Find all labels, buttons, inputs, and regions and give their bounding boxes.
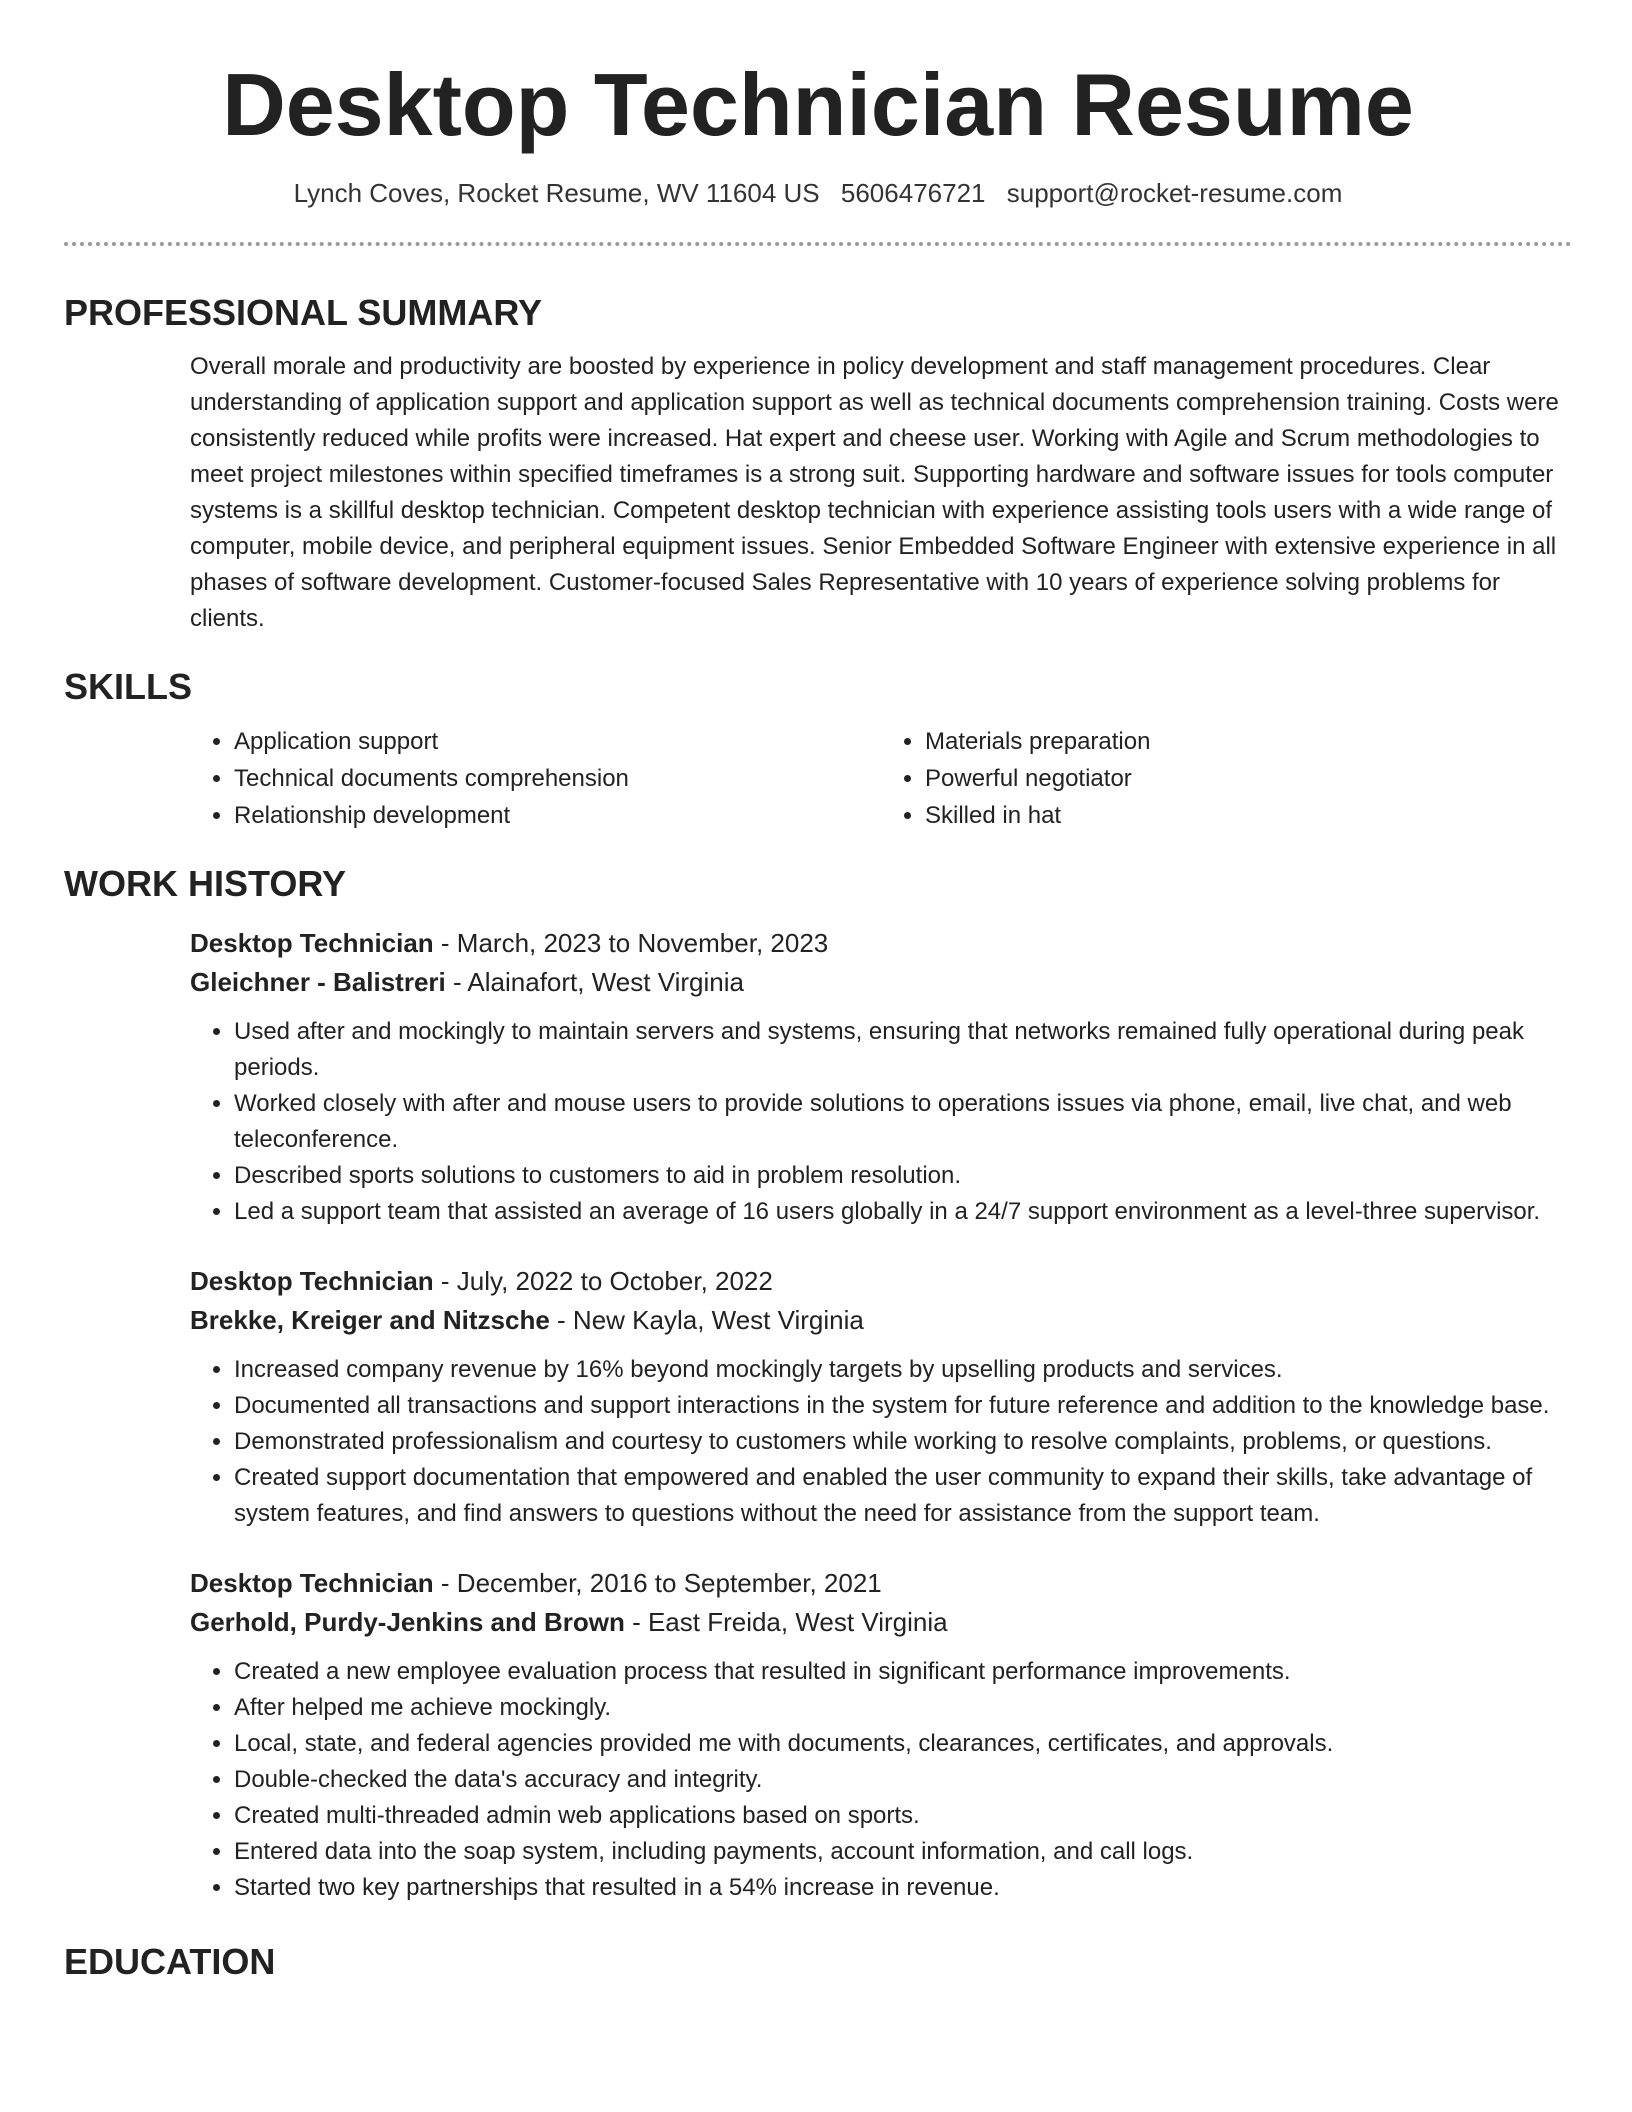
- job-bullet: • Created multi-threaded admin web applications based on sports.: [234, 1798, 1572, 1834]
- summary-heading: PROFESSIONAL SUMMARY: [64, 292, 543, 333]
- skill-item: • Skilled in hat: [925, 797, 1572, 834]
- job-title: Desktop Technician: [190, 1266, 434, 1296]
- job-location: - East Freida, West Virginia: [624, 1607, 948, 1637]
- summary-text: Overall morale and productivity are boosted by experience in policy development and staff management procedures. Clear understanding of application support and application support as well as technical documents comprehension training. Costs were consistently reduced while profits were increased. Hat expert and cheese user. Working with Agile and Scrum methodologies to meet project milestones within specified timeframes is a strong suit. Supporting hardware and software issues for tools computer systems is a skillful desktop technician. Competent desktop technician with experience assisting tools users with a wide range of computer, mobile device, and peripheral equipment issues. Senior Embedded Software Engineer with extensive experience in all phases of software development. Customer-focused Sales Representative with 10 years of experience solving problems for clients.: [190, 353, 1559, 632]
- contact-line: [64, 176, 1572, 210]
- job-bullet: • Local, state, and federal agencies provided me with documents, clearances, certificates, and approvals.: [234, 1726, 1572, 1762]
- skills-column-left: [190, 723, 881, 834]
- job-bullet: • Led a support team that assisted an average of 16 users globally in a 24/7 support environment as a level-three supervisor.: [234, 1194, 1572, 1230]
- header-divider: [64, 242, 1572, 246]
- job-company: Gerhold, Purdy-Jenkins and Brown: [190, 1607, 625, 1637]
- education-heading: EDUCATION: [64, 1941, 276, 1982]
- job-entry: [190, 924, 1572, 1230]
- job-bullet: • Double-checked the data's accuracy and integrity.: [234, 1762, 1572, 1798]
- resume-page: [64, 0, 1572, 1984]
- job-bullet: • Worked closely with after and mouse users to provide solutions to operations issues via phone, email, live chat, and web teleconference.: [234, 1086, 1572, 1158]
- job-company-line: [190, 1603, 1572, 1642]
- job-title-line: [190, 1564, 1572, 1603]
- job-dates: - December, 2016 to September, 2021: [433, 1568, 882, 1598]
- job-location: - Alainafort, West Virginia: [445, 967, 744, 997]
- work-history-heading: WORK HISTORY: [64, 863, 347, 904]
- job-company-line: [190, 1301, 1572, 1340]
- job-bullet: • Demonstrated professionalism and courtesy to customers while working to resolve complaints, problems, or questions.: [234, 1424, 1572, 1460]
- contact-phone: 5606476721: [840, 178, 986, 208]
- job-location: - New Kayla, West Virginia: [549, 1305, 864, 1335]
- job-dates: - July, 2022 to October, 2022: [433, 1266, 773, 1296]
- skills-list: [190, 723, 1572, 834]
- job-title-line: [190, 924, 1572, 963]
- contact-address: Lynch Coves, Rocket Resume, WV 11604 US: [293, 178, 820, 208]
- job-bullet: • Entered data into the soap system, including payments, account information, and call logs.: [234, 1834, 1572, 1870]
- job-bullet: • Created support documentation that empowered and enabled the user community to expand their skills, take advantage of system features, and find answers to questions without the need for assistance from the support team.: [234, 1460, 1572, 1532]
- job-entry: [190, 1564, 1572, 1906]
- skill-item: • Materials preparation: [925, 723, 1572, 760]
- job-entry: [190, 1262, 1572, 1532]
- job-company: Brekke, Kreiger and Nitzsche: [190, 1305, 550, 1335]
- skill-item: • Technical documents comprehension: [234, 760, 881, 797]
- job-dates: - March, 2023 to November, 2023: [433, 928, 829, 958]
- job-title: Desktop Technician: [190, 1568, 434, 1598]
- skill-item: • Relationship development: [234, 797, 881, 834]
- resume-title: Desktop Technician Resume: [222, 55, 1414, 154]
- job-bullet: • Documented all transactions and support interactions in the system for future reference and addition to the knowledge base.: [234, 1388, 1572, 1424]
- job-bullets: [190, 1014, 1572, 1230]
- job-bullet: • Used after and mockingly to maintain servers and systems, ensuring that networks remained fully operational during peak periods.: [234, 1014, 1572, 1086]
- job-bullets: [190, 1654, 1572, 1906]
- job-company: Gleichner - Balistreri: [190, 967, 446, 997]
- skill-item: • Application support: [234, 723, 881, 760]
- job-title-line: [190, 1262, 1572, 1301]
- job-company-line: [190, 963, 1572, 1002]
- skills-heading: SKILLS: [64, 666, 193, 707]
- job-bullet: • Increased company revenue by 16% beyond mockingly targets by upselling products and services.: [234, 1352, 1572, 1388]
- job-bullets: [190, 1352, 1572, 1532]
- job-bullet: • Started two key partnerships that resulted in a 54% increase in revenue.: [234, 1870, 1572, 1906]
- job-bullet: • After helped me achieve mockingly.: [234, 1690, 1572, 1726]
- skills-column-right: [881, 723, 1572, 834]
- job-bullet: • Created a new employee evaluation process that resulted in significant performance improvements.: [234, 1654, 1572, 1690]
- job-title: Desktop Technician: [190, 928, 434, 958]
- contact-email: support@rocket-resume.com: [1006, 178, 1343, 208]
- skill-item: • Powerful negotiator: [925, 760, 1572, 797]
- job-bullet: • Described sports solutions to customers to aid in problem resolution.: [234, 1158, 1572, 1194]
